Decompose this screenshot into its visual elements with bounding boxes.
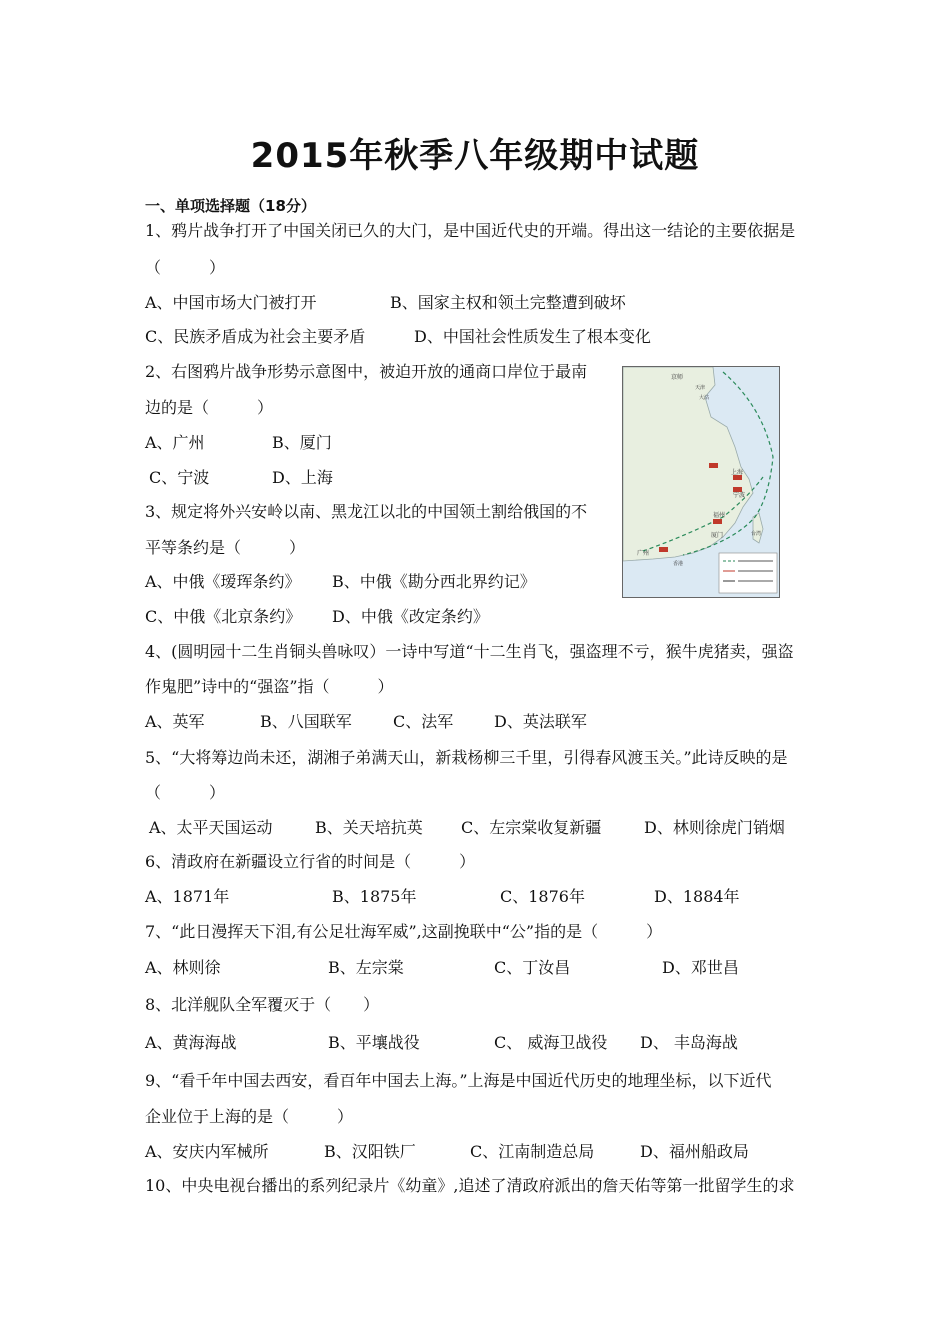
question-9-line-2: 企业位于上海的是（ ） [145,1107,354,1126]
question-5-option-a: A、太平天国运动 [149,818,273,837]
question-5-option-c: C、左宗棠收复新疆 [461,818,602,837]
question-6-option-d: D、1884年 [654,887,740,906]
map-label-ningbo: 宁波 [733,492,746,499]
map-graphic [623,367,779,597]
question-2-option-a: A、广州 [145,433,205,452]
question-8-option-c: C、 威海卫战役 [494,1033,608,1052]
map-label-xianggang: 香港 [673,561,684,567]
question-10-line-1: 10、中央电视台播出的系列纪录片《幼童》,追述了清政府派出的詹天佑等第一批留学生的求 [145,1176,795,1195]
map-label-dagu: 大沽 [699,395,710,401]
map-label-xiamen: 厦门 [711,532,724,539]
question-5-line-2: （ ） [145,783,226,802]
question-3-option-a: A、中俄《瑷珲条约》 [145,572,301,591]
question-1-option-a: A、中国市场大门被打开 [145,293,317,312]
question-4-option-b: B、八国联军 [260,712,352,731]
section-heading: 一、单项选择题（18分） [145,197,316,215]
question-3-line-1: 3、规定将外兴安岭以南、黑龙江以北的中国领土割给俄国的不 [145,502,588,521]
question-7-option-d: D、邓世昌 [662,958,739,977]
question-4-option-d: D、英法联军 [494,712,587,731]
map-label-fuzhou: 福州 [713,512,726,519]
question-2-option-b: B、厦门 [272,433,332,452]
question-8-option-b: B、平壤战役 [328,1033,420,1052]
question-2-option-c: C、宁波 [149,468,210,487]
question-9-line-1: 9、“看千年中国去西安，看百年中国去上海。”上海是中国近代历史的地理坐标，以下近代 [145,1071,772,1090]
question-9-option-a: A、安庆内军械所 [145,1142,269,1161]
question-6-line-1: 6、清政府在新疆设立行省的时间是（ ） [145,852,476,871]
question-4-line-2: 作鬼肥”诗中的“强盗”指（ ） [145,677,394,696]
question-3-option-b: B、中俄《勘分西北界约记》 [332,572,536,591]
question-1-line-1: 1、鸦片战争打开了中国关闭已久的大门，是中国近代史的开端。得出这一结论的主要依据是 [145,221,796,240]
question-3-option-c: C、中俄《北京条约》 [145,607,302,626]
question-2-line-1: 2、右图鸦片战争形势示意图中，被迫开放的通商口岸位于最南 [145,362,588,381]
question-5-option-b: B、关天培抗英 [315,818,423,837]
question-3-option-d: D、中俄《改定条约》 [332,607,489,626]
question-9-option-c: C、江南制造总局 [470,1142,595,1161]
question-3-line-2: 平等条约是（ ） [145,538,306,557]
question-1-option-b: B、国家主权和领土完整遭到破坏 [390,293,626,312]
page-title: 2015年秋季八年级期中试题 [250,136,700,176]
question-8-option-a: A、黄海海战 [145,1033,237,1052]
map-label-guangzhou: 广州 [637,550,650,557]
map-label-shanghai: 上海 [731,469,744,476]
question-6-option-b: B、1875年 [332,887,417,906]
map-label-jingshi: 京师 [671,374,684,381]
question-7-option-b: B、左宗棠 [328,958,404,977]
question-7-line-1: 7、“此日漫挥天下泪,有公足壮海军威”,这副挽联中“公”指的是（ ） [145,922,663,941]
question-9-option-b: B、汉阳铁厂 [324,1142,416,1161]
question-5-line-1: 5、“大将筹边尚未还，湖湘子弟满天山，新栽杨柳三千里，引得春风渡玉关。”此诗反映的是 [145,748,788,767]
question-7-option-c: C、丁汝昌 [494,958,571,977]
question-1-option-d: D、中国社会性质发生了根本变化 [414,327,651,346]
question-2-line-2: 边的是（ ） [145,398,274,417]
question-9-option-d: D、福州船政局 [640,1142,749,1161]
question-1-line-2: （ ） [145,258,226,277]
question-4-option-a: A、英军 [145,712,205,731]
question-7-option-a: A、林则徐 [145,958,221,977]
question-2-option-d: D、上海 [272,468,333,487]
question-6-option-a: A、1871年 [145,887,230,906]
question-5-option-d: D、林则徐虎门销烟 [644,818,785,837]
question-4-option-c: C、法军 [393,712,454,731]
map-label-taiwan: 台湾 [751,531,762,537]
question-1-option-c: C、民族矛盾成为社会主要矛盾 [145,327,366,346]
map-label-tianjin: 天津 [695,385,706,391]
question-6-option-c: C、1876年 [500,887,585,906]
question-8-option-d: D、 丰岛海战 [640,1033,738,1052]
opium-war-map-figure [622,366,780,598]
question-8-line-1: 8、北洋舰队全军覆灭于（ ） [145,995,380,1014]
question-4-line-1: 4、(圆明园十二生肖铜头兽咏叹）一诗中写道“十二生肖飞，强盗理不亏，猴牛虎猪卖，强盗 [145,642,794,661]
